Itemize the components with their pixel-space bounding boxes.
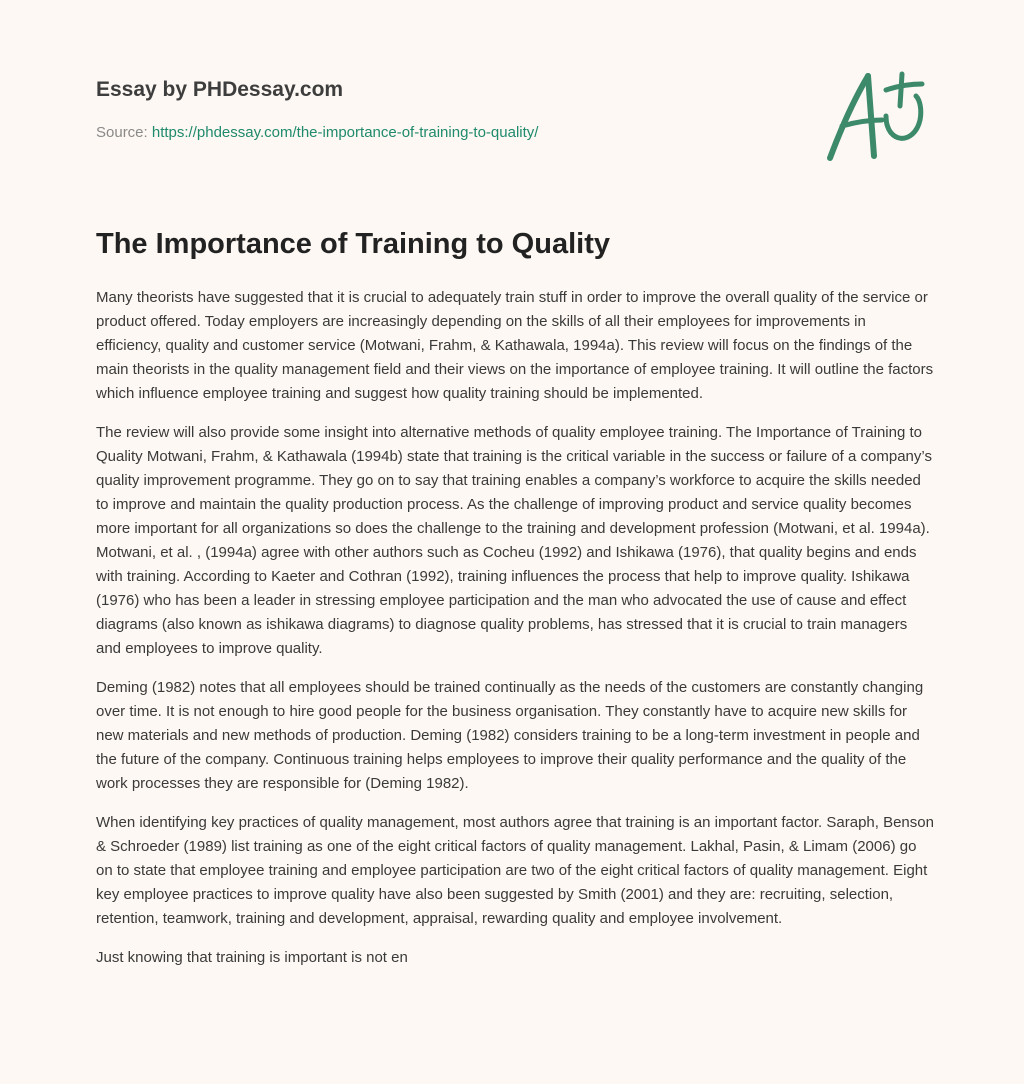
essay-paragraph: When identifying key practices of quality management, most authors agree that training is an important factor. Saraph, Benson & Schroeder (1989) list training as one of the eight critical factors of quality management. Lakhal, Pasin, & Limam (2006) go on to state that employee training and employee participation are two of the eight critical factors of quality management. Eight key employee practices to improve quality have also been suggested by Smith (2001) and they are: recruiting, selection, retention, teamwork, training and development, appraisal, rewarding quality and employee involvement. xyxy=(96,814,934,927)
essay-header xyxy=(96,72,816,144)
source-line xyxy=(96,122,816,144)
source-link[interactable]: https://phdessay.com/the-importance-of-training-to-quality/ xyxy=(151,124,539,141)
essay-paragraph: Many theorists have suggested that it is crucial to adequately train stuff in order to improve the overall quality of the service or product offered. Today employers are increasingly depending on the skills of all their employees for improvements in efficiency, quality and customer service (Motwani, Frahm, & Kathawala, 1994a). This review will focus on the findings of the main theorists in the quality management field and their views on the importance of employee training. It will outline the factors which influence employee training and suggest how quality training should be implemented. xyxy=(96,289,934,402)
essay-title: The Importance of Training to Quality xyxy=(96,228,610,260)
source-label: Source: xyxy=(96,124,152,141)
essay-paragraph: Just knowing that training is important is not en xyxy=(96,949,408,966)
a-plus-grade-icon xyxy=(822,66,932,166)
essay-paragraph: The review will also provide some insight into alternative methods of quality employee training. The Importance of Training to Quality Motwani, Frahm, & Kathawala (1994b) state that training is the critical variable in the success or failure of a company’s quality improvement programme. They go on to say that training enables a company’s workforce to acquire the skills needed to improve and maintain the quality production process. As the challenge of improving product and service quality becomes more important for all organizations so does the challenge to the training and development profession (Motwani, et al. 1994a). Motwani, et al. , (1994a) agree with other authors such as Cocheu (1992) and Ishikawa (1976), that quality begins and ends with training. According to Kaeter and Cothran (1992), training influences the process that help to improve quality. Ishikawa (1976) who has been a leader in stressing employee participation and the man who advocated the use of cause and effect diagrams (also known as ishikawa diagrams) to diagnose quality problems, has stressed that it is crucial to train managers and employees to improve quality. xyxy=(96,424,932,657)
essay-paragraph: Deming (1982) notes that all employees should be trained continually as the needs of the customers are constantly changing over time. It is not enough to hire good people for the business organisation. They constantly have to acquire new skills for new materials and new methods of production. Deming (1982) considers training to be a long-term investment in people and the future of the company. Continuous training helps employees to improve their quality performance and the quality of the work processes they are responsible for (Deming 1982). xyxy=(96,679,924,792)
essay-body xyxy=(96,286,934,985)
site-brand: Essay by PHDessay.com xyxy=(96,78,344,101)
